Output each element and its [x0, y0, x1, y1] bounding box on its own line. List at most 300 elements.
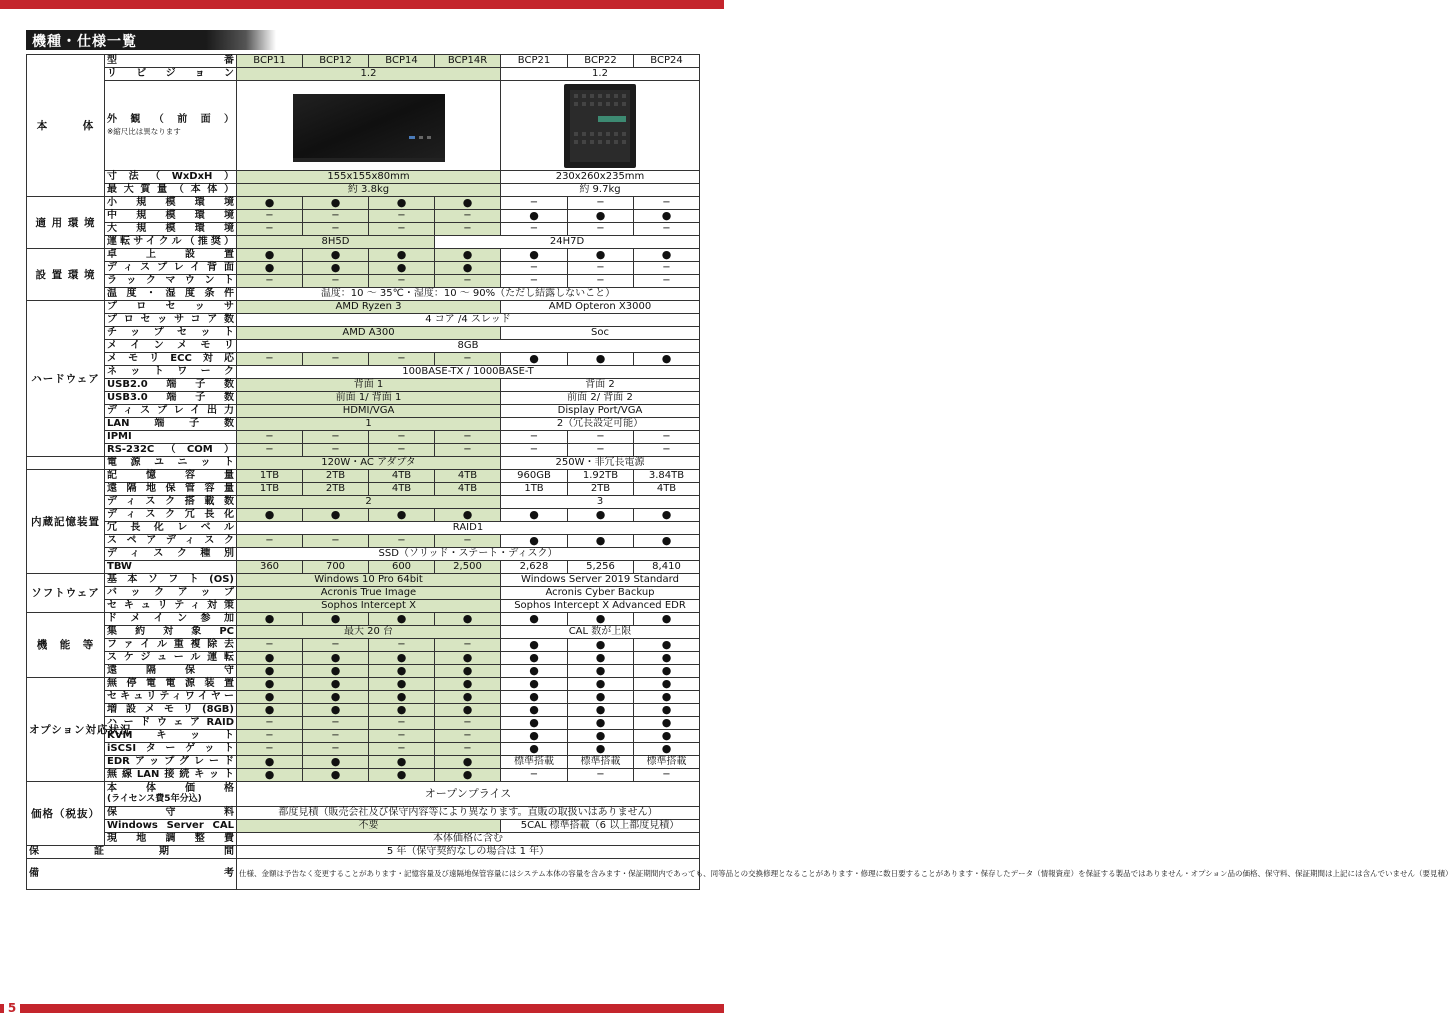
- dot-mark: ●: [435, 691, 501, 704]
- label-cores: プロセッサコア数: [105, 314, 237, 327]
- dot-mark: ●: [634, 509, 700, 522]
- dash-mark: −: [303, 210, 369, 223]
- row-rs232c: [27, 444, 700, 457]
- dot-mark: ●: [435, 197, 501, 210]
- label-tbw: TBW: [105, 561, 237, 574]
- dash-mark: −: [634, 275, 700, 288]
- cores-value: 4 コア /4 スレッド: [237, 314, 700, 327]
- dot-mark: ●: [237, 704, 303, 717]
- label-psu: 電源ユニット: [105, 457, 237, 470]
- label-remarks: 備 考: [27, 859, 237, 890]
- remote-value: 1TB: [237, 483, 303, 496]
- dash-mark: −: [501, 262, 568, 275]
- dash-mark: −: [369, 444, 435, 457]
- dot-mark: ●: [501, 743, 568, 756]
- row-os: [27, 574, 700, 587]
- label-display-back: ディスプレイ背面: [105, 262, 237, 275]
- dot-mark: ●: [237, 678, 303, 691]
- usb3-value: 前面 2/ 背面 2: [501, 392, 700, 405]
- label-ups: 無停電電源装置: [105, 678, 237, 691]
- dash-mark: −: [568, 275, 634, 288]
- dash-mark: −: [303, 444, 369, 457]
- tower-server-photo: [560, 82, 640, 170]
- dot-mark: ●: [501, 730, 568, 743]
- row-redundancy: [27, 509, 700, 522]
- dot-mark: ●: [369, 756, 435, 769]
- label-cal: Windows Server CAL: [105, 820, 237, 833]
- row-maint: [27, 807, 700, 820]
- dash-mark: −: [303, 275, 369, 288]
- dot-mark: ●: [634, 613, 700, 626]
- dash-mark: −: [435, 223, 501, 236]
- row-network: [27, 366, 700, 379]
- label-redundancy: ディスク冗長化: [105, 509, 237, 522]
- label-ipmi: IPMI: [105, 431, 237, 444]
- dot-mark: ●: [303, 613, 369, 626]
- mini-pc-photo: [289, 88, 449, 168]
- row-size: [27, 171, 700, 184]
- row-ecc: [27, 353, 700, 366]
- dash-mark: −: [237, 275, 303, 288]
- dot-mark: ●: [568, 210, 634, 223]
- row-kvm: [27, 730, 700, 743]
- row-disk-type: [27, 548, 700, 561]
- dash-mark: −: [303, 353, 369, 366]
- dash-mark: −: [501, 197, 568, 210]
- label-appearance: [105, 81, 237, 171]
- dot-mark: ●: [435, 769, 501, 782]
- remote-value: 1TB: [501, 483, 568, 496]
- dot-mark: ●: [568, 704, 634, 717]
- row-temp: [27, 288, 700, 301]
- dot-mark: ●: [435, 756, 501, 769]
- row-ups: [27, 678, 700, 691]
- dot-mark: ●: [634, 704, 700, 717]
- backup-value: Acronis Cyber Backup: [501, 587, 700, 600]
- row-security: [27, 600, 700, 613]
- dash-mark: −: [237, 535, 303, 548]
- capacity-value: 4TB: [435, 470, 501, 483]
- dot-mark: ●: [237, 249, 303, 262]
- dash-mark: −: [634, 431, 700, 444]
- dash-mark: −: [369, 275, 435, 288]
- dash-mark: −: [303, 743, 369, 756]
- group-install: 設 置 環 境: [27, 249, 105, 301]
- dash-mark: −: [634, 223, 700, 236]
- capacity-value: 1TB: [237, 470, 303, 483]
- dot-mark: ●: [568, 509, 634, 522]
- label-wire: セキュリティワイヤー: [105, 691, 237, 704]
- label-temp: 温度・湿度条件: [105, 288, 237, 301]
- model-name: BCP24: [634, 55, 700, 68]
- dash-mark: −: [435, 431, 501, 444]
- weight-value: 約 9.7kg: [501, 184, 700, 197]
- label-model: 型 番: [105, 55, 237, 68]
- capacity-value: 2TB: [303, 470, 369, 483]
- chipset-value: AMD A300: [237, 327, 501, 340]
- group-func: 機 能 等: [27, 613, 105, 678]
- label-cycle: 運転サイクル（推奨）: [105, 236, 237, 249]
- dot-mark: ●: [435, 704, 501, 717]
- dash-mark: −: [303, 431, 369, 444]
- revision-value: 1.2: [237, 68, 501, 81]
- dot-mark: ●: [303, 652, 369, 665]
- row-domain: [27, 613, 700, 626]
- dot-mark: ●: [568, 249, 634, 262]
- dot-mark: ●: [568, 639, 634, 652]
- dot-mark: ●: [501, 613, 568, 626]
- label-body-price-sub: (ライセンス費5年分込): [107, 794, 202, 804]
- size-value: 230x260x235mm: [501, 171, 700, 184]
- top-red-bar: [0, 0, 724, 9]
- row-cpu: [27, 301, 700, 314]
- dot-mark: ●: [303, 197, 369, 210]
- dot-mark: ●: [501, 639, 568, 652]
- label-large: 大規模環境: [105, 223, 237, 236]
- dot-mark: ●: [634, 691, 700, 704]
- dot-mark: ●: [369, 262, 435, 275]
- dash-mark: −: [435, 444, 501, 457]
- model-name: BCP12: [303, 55, 369, 68]
- dash-mark: −: [369, 730, 435, 743]
- dash-mark: −: [501, 275, 568, 288]
- row-psu: [27, 457, 700, 470]
- onsite-value: 本体価格に含む: [237, 833, 700, 846]
- dash-mark: −: [501, 769, 568, 782]
- dash-mark: −: [634, 769, 700, 782]
- row-pcs: [27, 626, 700, 639]
- label-display-out: ディスプレイ出力: [105, 405, 237, 418]
- disk-type-value: SSD（ソリッド・ステート・ディスク）: [237, 548, 700, 561]
- psu-value: 250W・非冗長電源: [501, 457, 700, 470]
- row-capacity: [27, 470, 700, 483]
- dash-mark: −: [435, 535, 501, 548]
- group-option: オプション対応状況: [27, 678, 105, 782]
- dash-mark: −: [501, 223, 568, 236]
- label-spare: スペアディスク: [105, 535, 237, 548]
- label-domain: ドメイン参加: [105, 613, 237, 626]
- row-mem-add: [27, 704, 700, 717]
- dot-mark: ●: [501, 717, 568, 730]
- dot-mark: ●: [634, 210, 700, 223]
- label-warranty: 保 証 期 間: [27, 846, 237, 859]
- row-cores: [27, 314, 700, 327]
- dot-mark: ●: [568, 743, 634, 756]
- group-price: 価格（税抜）: [27, 782, 105, 846]
- dash-mark: −: [237, 431, 303, 444]
- dot-mark: ●: [237, 613, 303, 626]
- dot-mark: ●: [237, 262, 303, 275]
- row-warranty: [27, 846, 700, 859]
- capacity-value: 3.84TB: [634, 470, 700, 483]
- dot-mark: ●: [501, 652, 568, 665]
- label-maint: 保守料: [105, 807, 237, 820]
- row-model: [27, 55, 700, 68]
- label-revision: リビジョン: [105, 68, 237, 81]
- display-out-value: Display Port/VGA: [501, 405, 700, 418]
- label-desk: 卓上設置: [105, 249, 237, 262]
- dot-mark: ●: [435, 665, 501, 678]
- dot-mark: ●: [303, 704, 369, 717]
- label-memory: メインメモリ: [105, 340, 237, 353]
- label-security: セキュリティ対策: [105, 600, 237, 613]
- dot-mark: ●: [237, 756, 303, 769]
- tbw-value: 360: [237, 561, 303, 574]
- dash-mark: −: [435, 353, 501, 366]
- dash-mark: −: [237, 444, 303, 457]
- dash-mark: −: [634, 444, 700, 457]
- row-ipmi: [27, 431, 700, 444]
- lan-value: 2（冗長設定可能）: [501, 418, 700, 431]
- os-value: Windows 10 Pro 64bit: [237, 574, 501, 587]
- page-number: 5: [4, 998, 20, 1018]
- group-env: 適 用 環 境: [27, 197, 105, 249]
- label-dedup: ファイル重複除去: [105, 639, 237, 652]
- dot-mark: ●: [501, 678, 568, 691]
- dot-mark: ●: [369, 249, 435, 262]
- cpu-value: AMD Opteron X3000: [501, 301, 700, 314]
- row-edr: [27, 756, 700, 769]
- size-value: 155x155x80mm: [237, 171, 501, 184]
- dot-mark: ●: [303, 691, 369, 704]
- disks-value: 3: [501, 496, 700, 509]
- dot-mark: ●: [369, 665, 435, 678]
- lan-value: 1: [237, 418, 501, 431]
- psu-value: 120W・AC アダプタ: [237, 457, 501, 470]
- label-edr: EDRアップグレード: [105, 756, 237, 769]
- row-remote-maint: [27, 665, 700, 678]
- dot-mark: ●: [435, 249, 501, 262]
- dot-mark: ●: [501, 691, 568, 704]
- tower-server-photo-cell: [501, 81, 700, 171]
- dot-mark: ●: [435, 678, 501, 691]
- usb2-value: 背面 2: [501, 379, 700, 392]
- dot-mark: ●: [303, 769, 369, 782]
- dot-mark: ●: [303, 665, 369, 678]
- cpu-value: AMD Ryzen 3: [237, 301, 501, 314]
- dot-mark: ●: [237, 509, 303, 522]
- os-value: Windows Server 2019 Standard: [501, 574, 700, 587]
- dot-mark: ●: [501, 704, 568, 717]
- dot-mark: ●: [369, 769, 435, 782]
- label-body-price: [105, 782, 237, 807]
- dot-mark: ●: [501, 509, 568, 522]
- edr-standard: 標準搭載: [634, 756, 700, 769]
- dot-mark: ●: [634, 249, 700, 262]
- dash-mark: −: [237, 210, 303, 223]
- label-mem-add: 増設メモリ(8GB): [105, 704, 237, 717]
- dash-mark: −: [435, 275, 501, 288]
- dash-mark: −: [369, 223, 435, 236]
- dot-mark: ●: [568, 665, 634, 678]
- security-value: Sophos Intercept X: [237, 600, 501, 613]
- row-disks: [27, 496, 700, 509]
- label-ecc: メモリECC対応: [105, 353, 237, 366]
- cycle-value: 8H5D: [237, 236, 435, 249]
- label-rs232c: RS-232C（COM）: [105, 444, 237, 457]
- dot-mark: ●: [369, 652, 435, 665]
- dot-mark: ●: [568, 353, 634, 366]
- dot-mark: ●: [568, 717, 634, 730]
- dot-mark: ●: [435, 652, 501, 665]
- dot-mark: ●: [303, 678, 369, 691]
- row-remote: [27, 483, 700, 496]
- remote-value: 4TB: [435, 483, 501, 496]
- dash-mark: −: [634, 197, 700, 210]
- dash-mark: −: [237, 353, 303, 366]
- label-rack: ラックマウント: [105, 275, 237, 288]
- dash-mark: −: [237, 743, 303, 756]
- dot-mark: ●: [568, 613, 634, 626]
- tbw-value: 2,500: [435, 561, 501, 574]
- edr-standard: 標準搭載: [501, 756, 568, 769]
- dash-mark: −: [369, 535, 435, 548]
- display-out-value: HDMI/VGA: [237, 405, 501, 418]
- label-os: 基本ソフト(OS): [105, 574, 237, 587]
- dash-mark: −: [303, 639, 369, 652]
- label-usb3: USB3.0端子数: [105, 392, 237, 405]
- bottom-red-bar: [0, 1004, 724, 1013]
- revision-value: 1.2: [501, 68, 700, 81]
- weight-value: 約 3.8kg: [237, 184, 501, 197]
- dot-mark: ●: [237, 691, 303, 704]
- dash-mark: −: [303, 223, 369, 236]
- dash-mark: −: [568, 444, 634, 457]
- remote-value: 2TB: [303, 483, 369, 496]
- label-lan: LAN端子数: [105, 418, 237, 431]
- dash-mark: −: [237, 717, 303, 730]
- label-cpu: プロセッサ: [105, 301, 237, 314]
- dash-mark: −: [435, 730, 501, 743]
- dot-mark: ●: [634, 535, 700, 548]
- label-pcs: 集約対象PC: [105, 626, 237, 639]
- model-name: BCP21: [501, 55, 568, 68]
- row-onsite: [27, 833, 700, 846]
- row-display-back: [27, 262, 700, 275]
- spec-table: [26, 54, 1453, 890]
- cycle-value: 24H7D: [435, 236, 700, 249]
- group-sw: ソフトウェア: [27, 574, 105, 613]
- dot-mark: ●: [435, 613, 501, 626]
- group-hw-continued: [27, 457, 105, 470]
- capacity-value: 4TB: [369, 470, 435, 483]
- dash-mark: −: [237, 639, 303, 652]
- dash-mark: −: [568, 769, 634, 782]
- pcs-value: CAL 数が上限: [501, 626, 700, 639]
- dash-mark: −: [435, 717, 501, 730]
- label-hw-raid: ハードウェアRAID: [105, 717, 237, 730]
- label-weight: 最大質量（本体）: [105, 184, 237, 197]
- dash-mark: −: [501, 431, 568, 444]
- dash-mark: −: [369, 210, 435, 223]
- label-schedule: スケジュール運転: [105, 652, 237, 665]
- label-kvm: KVMキット: [105, 730, 237, 743]
- tbw-value: 8,410: [634, 561, 700, 574]
- dash-mark: −: [237, 223, 303, 236]
- label-backup: バックアップ: [105, 587, 237, 600]
- disks-value: 2: [237, 496, 501, 509]
- memory-value: 8GB: [237, 340, 700, 353]
- row-usb2: [27, 379, 700, 392]
- dash-mark: −: [369, 743, 435, 756]
- row-lan: [27, 418, 700, 431]
- dash-mark: −: [435, 743, 501, 756]
- model-name: BCP14: [369, 55, 435, 68]
- capacity-value: 1.92TB: [568, 470, 634, 483]
- dot-mark: ●: [303, 249, 369, 262]
- backup-value: Acronis True Image: [237, 587, 501, 600]
- remote-value: 4TB: [634, 483, 700, 496]
- row-remarks: [27, 859, 700, 890]
- dot-mark: ●: [237, 769, 303, 782]
- row-dedup: [27, 639, 700, 652]
- page-title: 機種・仕様一覧: [32, 34, 137, 50]
- price-value: オープンプライス: [237, 782, 700, 807]
- tbw-value: 5,256: [568, 561, 634, 574]
- dot-mark: ●: [634, 743, 700, 756]
- dash-mark: −: [303, 535, 369, 548]
- dot-mark: ●: [634, 652, 700, 665]
- dash-mark: −: [303, 717, 369, 730]
- label-usb2: USB2.0端子数: [105, 379, 237, 392]
- temp-value: 温度：10 ～ 35℃・湿度：10 ～ 90%（ただし結露しないこと）: [237, 288, 700, 301]
- label-disk-type: ディスク種別: [105, 548, 237, 561]
- dash-mark: −: [568, 223, 634, 236]
- cal-value: 5CAL 標準搭載（6 以上都度見積）: [501, 820, 700, 833]
- group-body: 本 体: [27, 55, 105, 197]
- cal-value: 不要: [237, 820, 501, 833]
- capacity-value: 960GB: [501, 470, 568, 483]
- row-raid-level: [27, 522, 700, 535]
- row-hw-raid: [27, 717, 700, 730]
- label-remote: 遠隔地保管容量: [105, 483, 237, 496]
- label-medium: 中規模環境: [105, 210, 237, 223]
- row-chipset: [27, 327, 700, 340]
- label-size: 寸法（WxDxH）: [105, 171, 237, 184]
- label-disks: ディスク搭載数: [105, 496, 237, 509]
- remote-value: 2TB: [568, 483, 634, 496]
- dot-mark: ●: [369, 509, 435, 522]
- group-hw: ハードウェア: [27, 301, 105, 457]
- pcs-value: 最大 20 台: [237, 626, 501, 639]
- dot-mark: ●: [634, 717, 700, 730]
- dash-mark: −: [303, 730, 369, 743]
- row-small: [27, 197, 700, 210]
- row-appearance: [27, 81, 700, 171]
- raid-value: RAID1: [237, 522, 700, 535]
- remarks-value: 仕様、金額は予告なく変更することがあります・記憶容量及び遠隔地保管容量にはシステム本体の容量を含みます・保証期間内であっても、同等品との交換修理となることがあります・修理に数日要することがあります・保存したデータ（情報資産）を保証する製品ではありません・オプション品の価格、保守料、保証期間は上記には含んでいません（要見積）: [237, 859, 700, 890]
- security-value: Sophos Intercept X Advanced EDR: [501, 600, 700, 613]
- dot-mark: ●: [634, 639, 700, 652]
- dot-mark: ●: [369, 678, 435, 691]
- dot-mark: ●: [303, 756, 369, 769]
- dot-mark: ●: [303, 509, 369, 522]
- dot-mark: ●: [237, 197, 303, 210]
- dash-mark: −: [369, 639, 435, 652]
- row-memory: [27, 340, 700, 353]
- dot-mark: ●: [369, 197, 435, 210]
- dot-mark: ●: [237, 665, 303, 678]
- label-wlan: 無線LAN接続キット: [105, 769, 237, 782]
- dot-mark: ●: [435, 509, 501, 522]
- row-wire: [27, 691, 700, 704]
- dot-mark: ●: [237, 652, 303, 665]
- label-iscsi: iSCSIターゲット: [105, 743, 237, 756]
- dash-mark: −: [435, 210, 501, 223]
- dot-mark: ●: [501, 210, 568, 223]
- tbw-value: 600: [369, 561, 435, 574]
- dot-mark: ●: [568, 652, 634, 665]
